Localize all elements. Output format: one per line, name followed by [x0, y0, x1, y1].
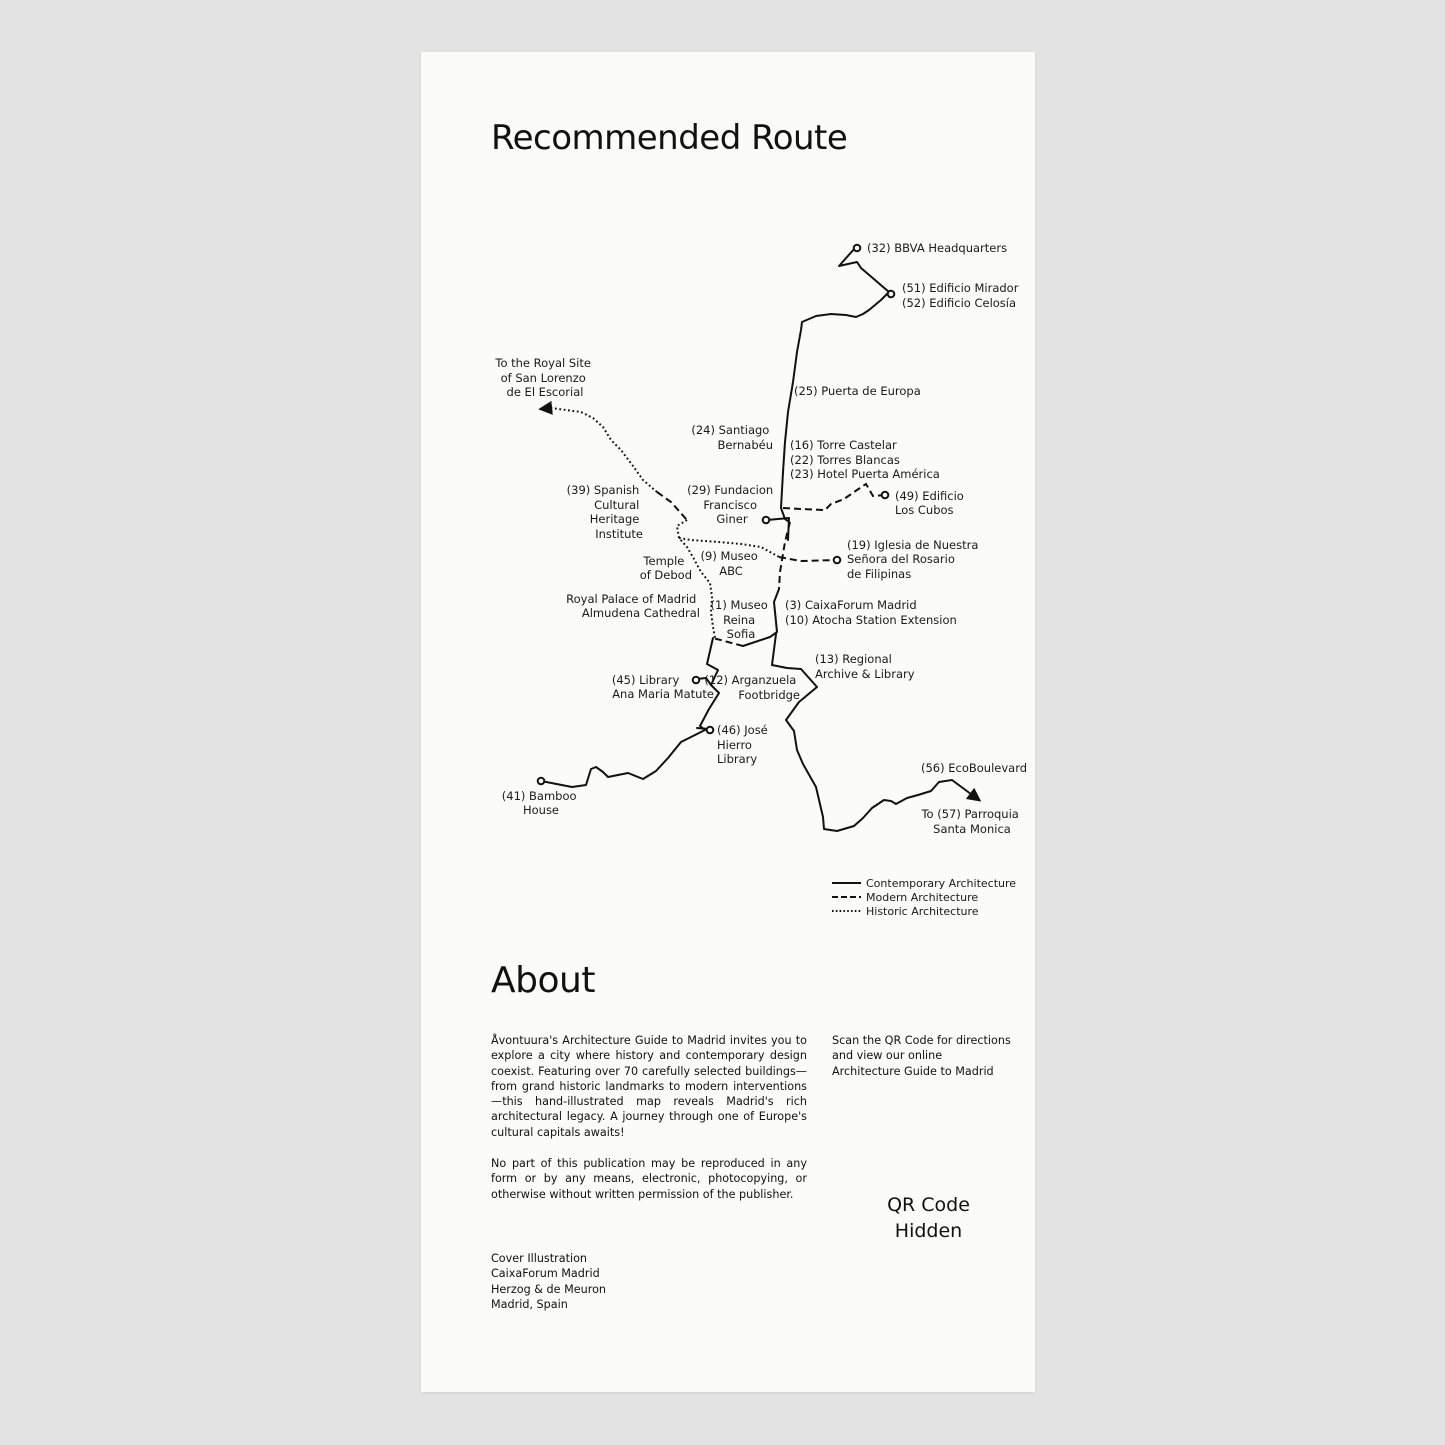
guide-page — [421, 52, 1035, 1392]
cover-credit-line: CaixaForum Madrid — [491, 1267, 600, 1281]
label-monica: To (57) Parroquia Santa Monica — [921, 807, 1019, 836]
stop-marker-giner — [763, 517, 770, 524]
label-caixa: (3) CaixaForum Madrid (10) Atocha Station Extension — [785, 598, 957, 627]
label-cubos: (49) Edificio Los Cubos — [895, 489, 964, 517]
qr-instructions: Scan the QR Code for directions and view our online Architecture Guide to Madrid — [832, 1034, 1011, 1078]
route-line-southwest — [541, 638, 719, 787]
stop-marker-mirador — [888, 291, 895, 298]
label-arganzuela: (12) Arganzuela Footbridge — [704, 673, 800, 702]
label-regional: (13) Regional Archive & Library — [815, 652, 915, 681]
cover-credit-line: Cover Illustration — [491, 1252, 588, 1265]
cover-credit-line: Madrid, Spain — [491, 1297, 568, 1311]
label-bbva: (32) BBVA Headquarters — [867, 241, 1008, 255]
label-palace: Royal Palace of Madrid Almudena Cathedral — [566, 592, 700, 620]
label-ecoboulevard: (56) EcoBoulevard — [921, 761, 1028, 775]
route-line-modern-heritage — [657, 492, 687, 520]
route-title: Recommended Route — [491, 118, 848, 158]
label-debod: Temple of Debod — [639, 554, 692, 582]
legend-label-modern: Modern Architecture — [866, 891, 979, 904]
label-bernabeu: (24) Santiago Bernabéu — [691, 423, 773, 452]
qr-placeholder-line: QR Code — [887, 1194, 970, 1216]
label-castelar: (16) Torre Castelar (22) Torres Blancas (23) Hotel Puerta América — [790, 438, 940, 481]
cover-credit-line: Herzog & de Meuron — [491, 1282, 607, 1296]
label-puerta-europa: (25) Puerta de Europa — [794, 384, 921, 398]
label-heritage: (39) Spanish Cultural Heritage Institute — [566, 483, 643, 541]
qr-code-placeholder[interactable] — [861, 1192, 996, 1244]
stop-marker-hierro — [707, 727, 714, 734]
label-hierro: (46) José Hierro Library — [717, 723, 768, 766]
legend-label-contemporary: Contemporary Architecture — [866, 877, 1017, 890]
label-escorial: To the Royal Site of San Lorenzo de El Escorial — [495, 356, 591, 399]
qr-placeholder-line: Hidden — [894, 1220, 963, 1242]
route-line-historic-escorial — [541, 408, 657, 492]
route-line-modern-iglesia — [779, 557, 837, 561]
stop-marker-bbva — [854, 245, 861, 252]
label-reina: (1) Museo Reina Sofia — [710, 598, 768, 641]
cover-credit — [491, 1251, 807, 1312]
label-bamboo: (41) Bamboo House — [501, 789, 577, 817]
stop-marker-matute — [693, 677, 700, 684]
label-mirador: (51) Edificio Mirador (52) Edificio Celosía — [902, 281, 1019, 310]
legend — [832, 877, 1016, 918]
about-title: About — [491, 960, 595, 1001]
route-line-modern-cubos — [783, 484, 885, 510]
stop-marker-bamboo — [538, 778, 545, 785]
copyright-notice: No part of this publication may be reproduced in any form or by any means, electronic, photocopying, or otherwise without written permission of the publisher. — [491, 1157, 807, 1201]
label-matute: (45) Library Ana Maria Matute — [611, 673, 714, 701]
label-abc: (9) Museo ABC — [700, 549, 758, 578]
stop-marker-cubos — [882, 492, 889, 499]
label-iglesia: (19) Iglesia de Nuestra Señora del Rosario de Filipinas — [847, 538, 979, 581]
about-intro-text: Åvontuura's Architecture Guide to Madrid invites you to explore a city where history and contemporary design coexist. Featuring over 70 carefully selected buildings—from grand historic landmarks to modern interventions—this hand-illustrated map reveals Madrid's rich architectural legacy. A journey through one of Europe's cultural capitals awaits! — [491, 1034, 807, 1139]
legend-label-historic: Historic Architecture — [866, 905, 979, 918]
stop-marker-iglesia — [834, 557, 841, 564]
label-giner: (29) Fundacion Francisco Giner — [687, 483, 774, 526]
